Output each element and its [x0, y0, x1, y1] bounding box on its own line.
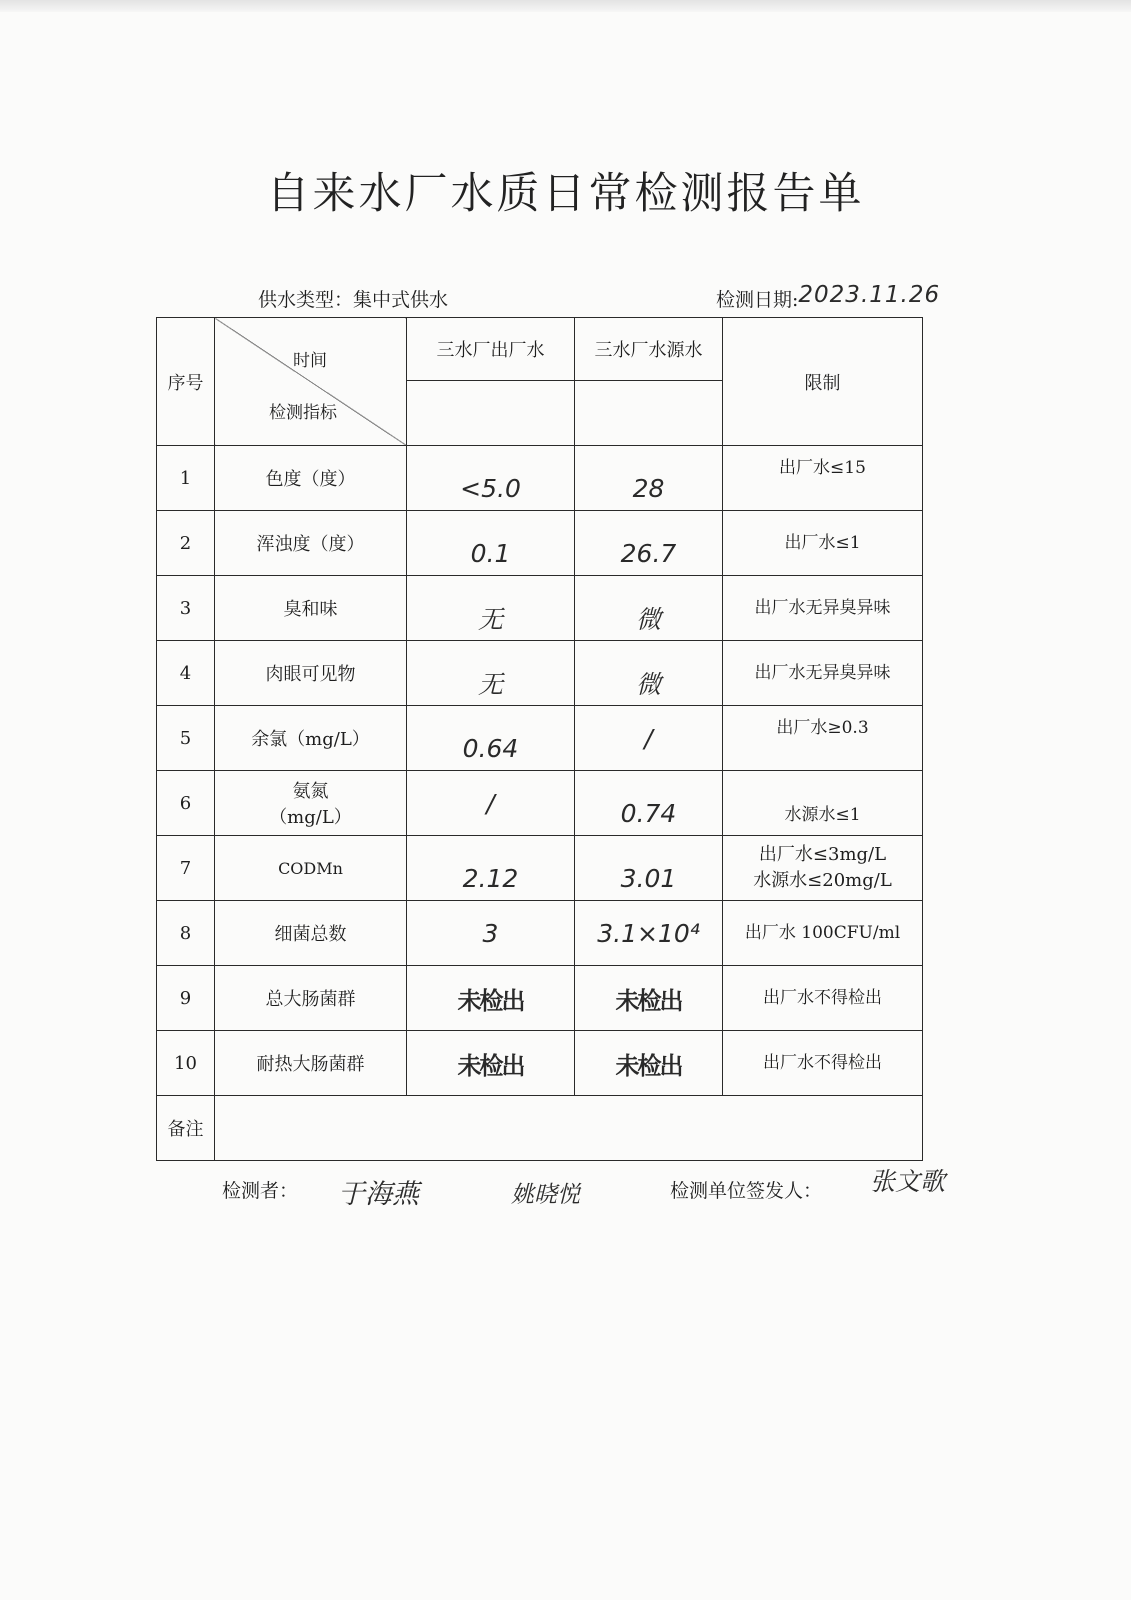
table-row [157, 446, 923, 511]
row-limit: 出厂水无异臭异味 [754, 662, 891, 683]
table-row [157, 511, 923, 576]
row-out-value: / [486, 788, 495, 818]
row-indicator: 余氯（mg/L） [215, 706, 407, 771]
supply-type [258, 285, 448, 312]
row-out-value: 0.1 [470, 538, 511, 568]
scan-edge [0, 0, 1131, 12]
table-row [157, 836, 923, 901]
blank-source [575, 381, 723, 446]
remark-row [157, 1096, 923, 1161]
row-out-value: 未检出 [457, 1051, 524, 1080]
table-row [157, 706, 923, 771]
remark-content [215, 1096, 923, 1161]
row-limit: 出厂水≤1 [784, 532, 861, 553]
row-limit: 出厂水 100CFU/ml [744, 922, 901, 943]
diag-indicator-label: 检测指标 [269, 403, 337, 423]
row-no: 5 [157, 706, 215, 771]
row-source-value: 3.1×10⁴ [597, 918, 700, 948]
row-out-value: 0.64 [462, 733, 519, 763]
test-date [716, 282, 941, 312]
table-row [157, 901, 923, 966]
row-out-value: 无 [477, 670, 503, 699]
table-row [157, 576, 923, 641]
issuer-label: 检测单位签发人： [670, 1180, 823, 1202]
issuer-signature: 张文歌 [870, 1167, 946, 1196]
seq-header: 序号 [157, 318, 215, 446]
blank-out [407, 381, 575, 446]
table-row [157, 1031, 923, 1096]
row-source-value: 未检出 [615, 986, 682, 1015]
row-source-value: 28 [632, 473, 665, 503]
row-limit: 出厂水≥0.3 [776, 717, 869, 738]
row-limit: 出厂水不得检出 [763, 987, 882, 1008]
tester-signature-1: 于海燕 [338, 1179, 419, 1210]
row-limit: 出厂水≤15 [779, 457, 866, 478]
col-header-limit: 限制 [723, 318, 923, 446]
row-limit: 出厂水无异臭异味 [754, 597, 891, 618]
row-indicator: CODMn [215, 836, 407, 901]
quality-table [156, 317, 923, 1161]
col-header-source: 三水厂水源水 [575, 318, 723, 381]
row-limit: 水源水≤1 [784, 804, 861, 825]
table-row [157, 966, 923, 1031]
row-indicator: 总大肠菌群 [215, 966, 407, 1031]
row-no: 2 [157, 511, 215, 576]
tester-signature-2: 姚晓悦 [511, 1182, 580, 1208]
row-out-value: 无 [477, 605, 503, 634]
row-indicator: 色度（度） [215, 446, 407, 511]
table-row [157, 641, 923, 706]
row-source-value: 微 [635, 670, 661, 699]
row-indicator: 细菌总数 [215, 901, 407, 966]
row-no: 10 [157, 1031, 215, 1096]
row-no: 6 [157, 771, 215, 836]
test-date-label: 检测日期: [716, 289, 799, 311]
row-out-value: 2.12 [462, 863, 519, 893]
row-indicator: 肉眼可见物 [215, 641, 407, 706]
row-limit-2: 水源水≤20mg/L [753, 870, 892, 891]
row-no: 3 [157, 576, 215, 641]
row-indicator: 耐热大肠菌群 [215, 1031, 407, 1096]
row-out-value: <5.0 [460, 473, 521, 503]
row-limit: 出厂水≤3mg/L [758, 843, 887, 865]
row-no: 7 [157, 836, 215, 901]
header-row [157, 318, 923, 381]
row-limit: 出厂水不得检出 [763, 1052, 882, 1073]
row-source-value: 3.01 [620, 863, 677, 893]
row-indicator: 臭和味 [215, 576, 407, 641]
diagonal-header [215, 318, 407, 446]
row-source-value: / [644, 723, 653, 753]
supply-type-label: 供水类型： [258, 289, 354, 311]
row-limit-cell [723, 836, 923, 901]
row-indicator-line2: （mg/L） [269, 807, 352, 828]
row-source-value: 26.7 [620, 538, 677, 568]
row-indicator: 浑浊度（度） [215, 511, 407, 576]
diag-time-label: 时间 [293, 351, 327, 371]
report-title: 自来水厂水质日常检测报告单 [266, 169, 865, 219]
remark-label: 备注 [157, 1096, 215, 1161]
row-source-value: 未检出 [615, 1051, 682, 1080]
tester-label: 检测者： [222, 1180, 299, 1202]
col-header-out: 三水厂出厂水 [407, 318, 575, 381]
row-indicator [215, 771, 407, 836]
row-source-value: 微 [635, 605, 661, 634]
row-out-value: 未检出 [457, 986, 524, 1015]
supply-type-value: 集中式供水 [353, 289, 449, 311]
row-indicator-line1: 氨氮 [292, 781, 329, 802]
table-row [157, 771, 923, 836]
row-source-value: 0.74 [620, 798, 677, 828]
test-date-value: 2023.11.26 [798, 282, 941, 308]
row-no: 4 [157, 641, 215, 706]
row-no: 1 [157, 446, 215, 511]
row-no: 8 [157, 901, 215, 966]
row-no: 9 [157, 966, 215, 1031]
row-out-value: 3 [482, 918, 499, 948]
